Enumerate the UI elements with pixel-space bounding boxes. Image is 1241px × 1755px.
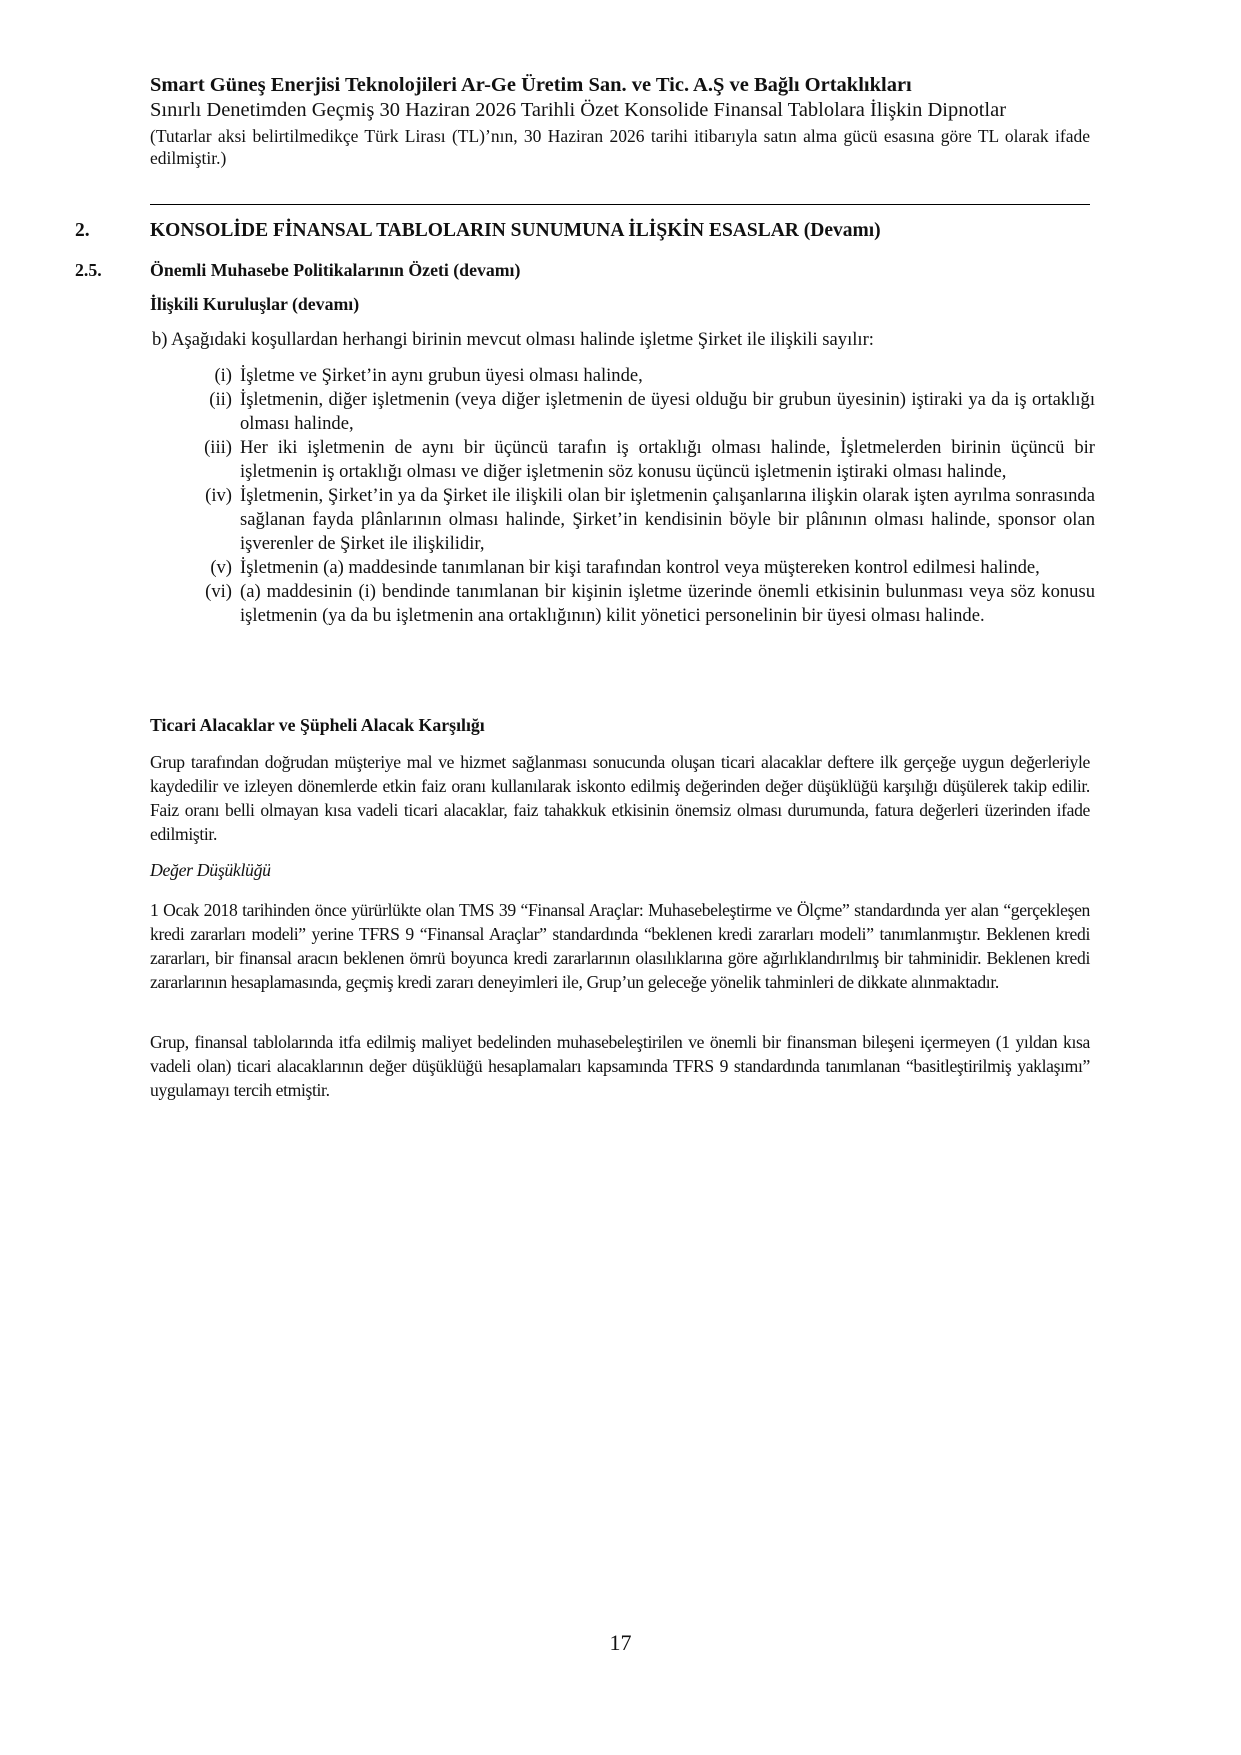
impairment-heading: Değer Düşüklüğü [150, 860, 271, 880]
page-number: 17 [609, 1630, 632, 1655]
list-item [150, 556, 1095, 580]
header-divider [150, 204, 1090, 205]
receivables-heading: Ticari Alacaklar ve Şüpheli Alacak Karşılığı [150, 715, 485, 735]
receivables-paragraph: Grup tarafından doğrudan müşteriye mal ve hizmet sağlanması sonucunda oluşan ticari alacaklar deftere ilk gerçeğe uygun değerleriyle kaydedilir ve izleyen dönemlerde etkin faiz oranı kullanılarak iskonto edilmiş değerinden değer düşüklüğü karşılığı düşülerek takip edilir. Faiz oranı belli olmayan kısa vadeli ticari alacaklar, faiz tahakkuk etkisinin önemsiz olması durumunda, fatura değerleri üzerinden ifade edilmiştir. [150, 752, 1090, 844]
list-item-number: (iv) [205, 485, 232, 506]
list-item-text: (a) maddesinin (i) bendinde tanımlanan bir kişinin işletme üzerinde önemli etkisinin bulunması veya söz konusu işletmenin (ya da bu işletmenin ana ortaklığının) kilit yönetici personelinin bir üyesi olması halinde. [240, 581, 1095, 626]
impairment-paragraph-1: 1 Ocak 2018 tarihinden önce yürürlükte olan TMS 39 “Finansal Araçlar: Muhasebeleştirme ve Ölçme” standardında yer alan “gerçekleşen kredi zararları modeli” yerine TFRS 9 “Finansal Araçlar” standardında “beklenen kredi zararları modeli” tanımlanmıştır. Beklenen kredi zararları, bir finansal aracın beklenen ömrü boyunca kredi zararlarının olasılıklarına göre ağırlıklandırılmış bir tahminidir. Beklenen kredi zararlarının hesaplamasında, geçmiş kredi zararı deneyimleri ile, Grup’un geleceğe yönelik tahminleri de dikkate alınmaktadır. [150, 900, 1090, 992]
list-item-number: (vi) [205, 581, 232, 602]
company-name: Smart Güneş Enerjisi Teknolojileri Ar-Ge Üretim San. ve Tic. A.Ş ve Bağlı Ortaklıkları [150, 74, 912, 96]
list-item-text: İşletmenin, Şirket’in ya da Şirket ile ilişkili olan bir işletmenin çalışanlarına ilişkin olarak işten ayrılma sonrasında sağlanan fayda plânlarının olması halinde, Şirket’in kendisinin böyle bir plânının olması halinde, sponsor olan işverenler de Şirket ile ilişkilidir, [240, 485, 1095, 554]
section-number: 2. [75, 220, 90, 241]
report-subtitle: Sınırlı Denetimden Geçmiş 30 Haziran 2026 Tarihli Özet Konsolide Finansal Tablolara İlişkin Dipnotlar [150, 99, 1007, 121]
related-parties-heading: İlişkili Kuruluşlar (devamı) [150, 294, 360, 314]
list-item [150, 580, 1095, 628]
list-item-text: İşletmenin (a) maddesinde tanımlanan bir kişi tarafından kontrol veya müştereken kontrol edilmesi halinde, [240, 557, 1040, 578]
related-parties-intro: b) Aşağıdaki koşullardan herhangi birinin mevcut olması halinde işletme Şirket ile ilişkili sayılır: [152, 329, 874, 350]
page-header [150, 72, 1090, 169]
list-item-number: (v) [210, 557, 232, 578]
list-item-text: İşletmenin, diğer işletmenin (veya diğer işletmenin de üyesi olduğu bir grubun üyesinin) iştiraki ya da iş ortaklığı olması halinde, [240, 389, 1095, 434]
list-item [150, 364, 1095, 388]
list-item-number: (iii) [204, 437, 232, 458]
list-item-number: (ii) [209, 389, 232, 410]
list-item [150, 484, 1095, 556]
list-item-text: İşletme ve Şirket’in aynı grubun üyesi olması halinde, [240, 365, 643, 386]
list-item-number: (i) [214, 365, 232, 386]
section-title: KONSOLİDE FİNANSAL TABLOLARIN SUNUMUNA İLİŞKİN ESASLAR (Devamı) [150, 220, 881, 241]
subsection-number: 2.5. [75, 260, 102, 280]
list-item-text: Her iki işletmenin de aynı bir üçüncü tarafın iş ortaklığı olması halinde, İşletmelerden birinin üçüncü bir işletmenin iş ortaklığı olması ve diğer işletmenin söz konusu üçüncü işletmenin iştiraki olması halinde, [240, 437, 1095, 482]
list-item [150, 436, 1095, 484]
impairment-paragraph-2: Grup, finansal tablolarında itfa edilmiş maliyet bedelinden muhasebeleştirilen ve önemli bir finansman bileşeni içermeyen (1 yıldan kısa vadeli olan) ticari alacaklarının değer düşüklüğü hesaplamaları kapsamında TFRS 9 standardında tanımlanan “basitleştirilmiş yaklaşımı” uygulamayı tercih etmiştir. [150, 1032, 1090, 1100]
subsection-title: Önemli Muhasebe Politikalarının Özeti (devamı) [150, 260, 521, 280]
related-parties-list [150, 364, 1095, 628]
currency-note: (Tutarlar aksi belirtilmedikçe Türk Lirası (TL)’nın, 30 Haziran 2026 tarihi itibarıyla satın alma gücü esasına göre TL olarak ifade edilmiştir.) [150, 126, 1090, 168]
list-item [150, 388, 1095, 436]
